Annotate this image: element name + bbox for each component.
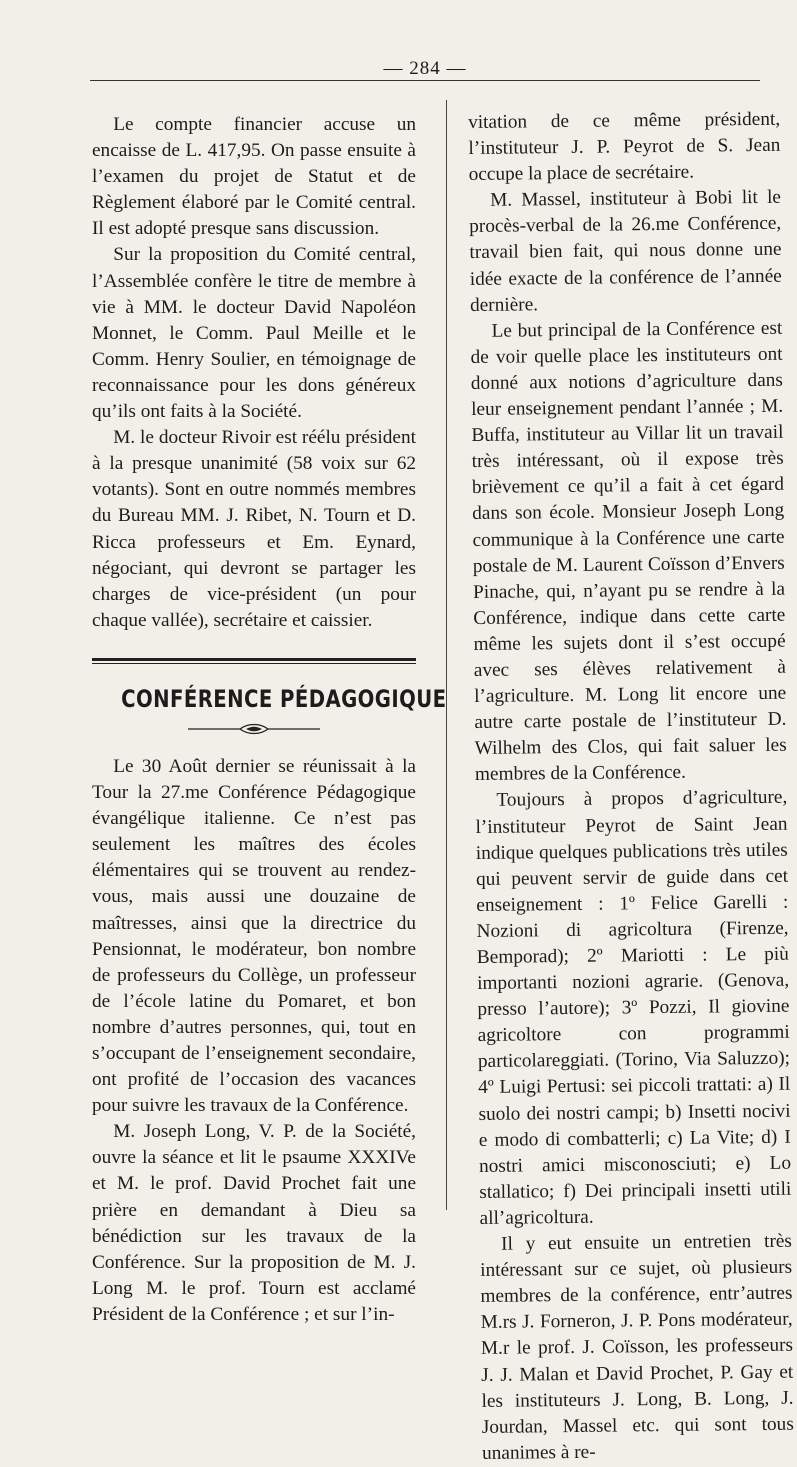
paragraph-secretaire: vitation de ce même président, l’instituteur J. P. Peyrot de S. Jean occupe la place de secrétaire. bbox=[468, 108, 781, 186]
section-rule bbox=[92, 658, 416, 661]
column-divider bbox=[446, 100, 447, 1210]
paragraph-proces-verbal: M. Massel, instituteur à Bobi lit le procès-verbal de la 26.me Conférence, travail bien fait, qui nous donne une idée exacte de la conférence de l’année dernière. bbox=[469, 187, 782, 316]
ornament-divider bbox=[184, 722, 324, 736]
paragraph-agriculture: Le but principal de la Conférence est de voir quelle place les instituteurs ont donné aux notions d’agriculture dans leur enseignement pendant l’année ; M. Buffa, instituteur au Villar lit un travail très intéressant, où il expose très brièvement ce qu’il a fait à cet égard dans son école. Monsieur Joseph Long communique à la Conférence une carte postale de M. Laurent Coïsson d’Envers Pinache, qui, n’ayant pu se rendre à la Conférence, indique dans cette carte même les sujets dont il s’est occupé avec ses élèves relativement à l’agriculture. M. Long lit encore une autre carte postale de l’instituteur D. Wilhelm des Clos, qui fait saluer les membres de la Conférence. bbox=[470, 317, 787, 786]
paragraph-membres-a-vie: Sur la proposition du Comité central, l’Assemblée confère le titre de membre à vie à MM. le docteur David Napoléon Monnet, le Comm. Paul Meille et le Comm. Henry Soulier, en témoignage de reconnaissance pour les dons généreux qu’ils ont faits à la Société. bbox=[92, 244, 416, 423]
paragraph-election: M. le docteur Rivoir est réélu président à la presque unanimité (58 voix sur 62 votants). Sont en outre nommés membres du Bureau MM. J. Ribet, N. Tourn et D. Ricca professeurs et Em. Eynard, négociant, qui devront se partager les charges de vice-président (un pour chaque vallée), secrétaire et caissier. bbox=[92, 427, 416, 631]
paragraph-entretien: Il y eut ensuite un entretien très intéressant sur ce sujet, où plusieurs membres de la conférence, entr’autres M.rs J. Forneron, J. P. Pons modérateur, M.r le prof. J. Coïsson, les professeurs J. J. Malan et David Prochet, P. Gay et les instituteurs J. Long, B. Long, J. Jourdan, Massel etc. qui sont tous unanimes à re- bbox=[480, 1230, 794, 1464]
paragraph-finances: Le compte financier accuse un encaisse de L. 417,95. On passe ensuite à l’examen du projet de Statut et de Règlement élaboré par le Comité central. Il est adopté presque sans discussion. bbox=[92, 114, 416, 240]
header-rule bbox=[90, 80, 760, 81]
page-header bbox=[90, 58, 760, 88]
right-column bbox=[468, 107, 794, 1467]
section-title: CONFÉRENCE PÉDAGOGIQUE bbox=[121, 684, 447, 713]
section-rule-thin bbox=[92, 663, 416, 664]
paragraph-publications: Toujours à propos d’agriculture, l’instituteur Peyrot de Saint Jean indique quelques publications très utiles qui peuvent servir de guide dans cet enseignement : 1º Felice Garelli : Nozioni di agricoltura (Firenze, Bemporad); 2º Mariotti : Le più importanti nozioni agrarie. (Genova, presso l’autore); 3º Pozzi, Il giovine agricoltore con programmi particolareggiati. (Torino, Via Saluzzo); 4º Luigi Pertusi: sei piccoli trattati: a) Il suolo dei nostri campi; b) Insetti nocivi e modo di combatterli; c) La Vite; d) I nostri amici misconosciuti; e) Lo stallatico; f) Dei principali insetti utili all’agricoltura. bbox=[475, 787, 792, 1229]
paragraph-conference-intro: Le 30 Août dernier se réunissait à la Tour la 27.me Conférence Pédagogique évangélique italienne. Ce n’est pas seulement les maîtres des écoles élémentaires qui se trouvent au rendez-vous, mais aussi une douzaine de maîtresses, ainsi que la directrice du Pensionnat, le modérateur, bon nombre de professeurs du Collège, un professeur de l’école latine du Pomaret, et bon nombre d’autres personnes, qui, tout en s’occupant de l’enseignement secondaire, ont profité de l’occasion des vacances pour suivre les travaux de la Conférence. bbox=[92, 755, 416, 1117]
page-number: — 284 — bbox=[383, 58, 467, 79]
left-column bbox=[92, 112, 447, 1328]
paragraph-ouverture: M. Joseph Long, V. P. de la Société, ouvre la séance et lit le psaume XXXIVe et M. le prof. David Prochet fait une prière en demandant à Dieu sa bénédiction sur les travaux de la Conférence. Sur la proposition de M. J. Long M. le prof. Tourn est acclamé Président de la Conférence ; et sur l’in- bbox=[92, 1121, 416, 1325]
